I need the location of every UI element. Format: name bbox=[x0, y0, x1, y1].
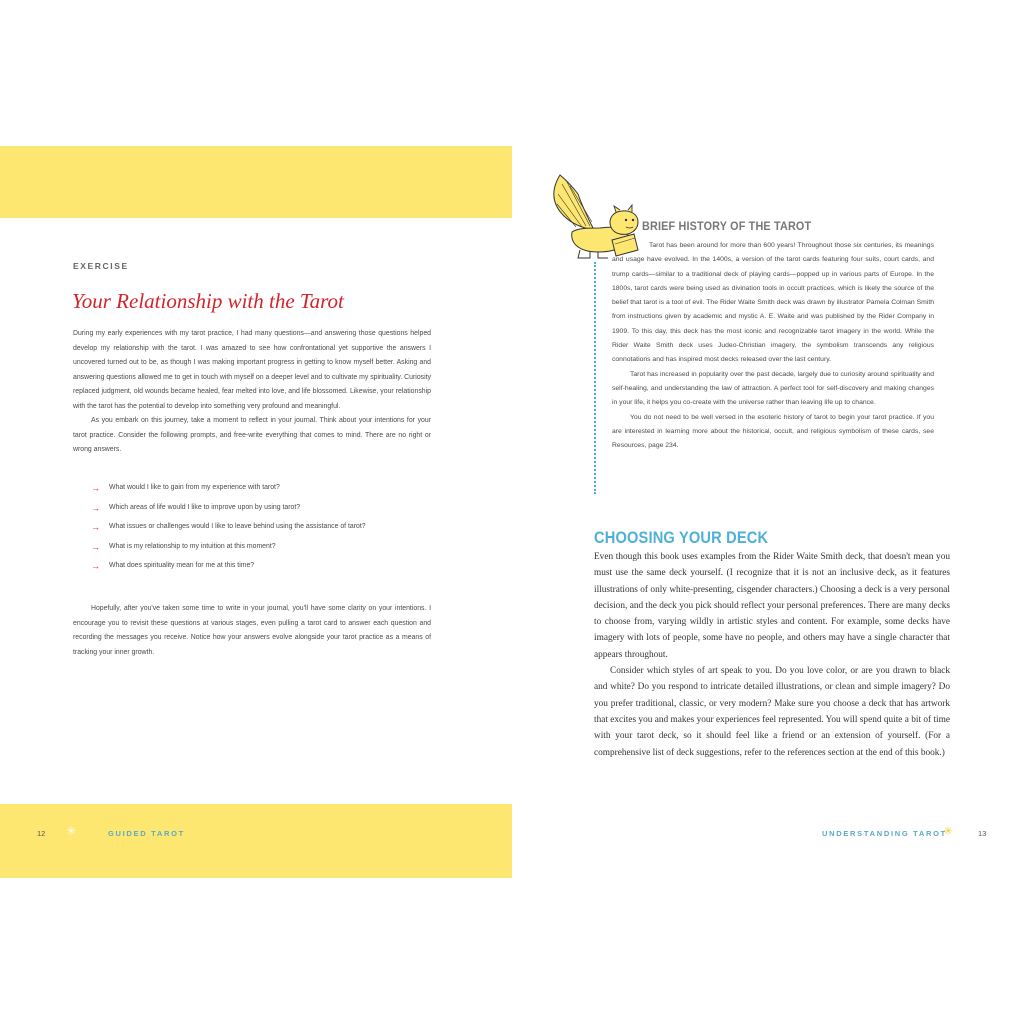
exercise-title: Your Relationship with the Tarot bbox=[72, 289, 344, 313]
history-sidebar bbox=[612, 239, 934, 453]
prompt-text: What is my relationship to my intuition at this moment? bbox=[109, 542, 276, 550]
prompt-item bbox=[91, 481, 421, 495]
prompt-text: What would I like to gain from my experience with tarot? bbox=[109, 484, 280, 491]
closing-paragraph: Hopefully, after you've taken some time to write in your journal, you'll have some clarity on your intentions. I encourage you to revisit these questions at various stages, even pulling a tarot card to answer each question and recording the messages you receive. Notice how your answers evolve alongside your tarot practice as a means of tracking your inner growth. bbox=[73, 605, 431, 656]
prompt-item bbox=[91, 520, 399, 534]
prompt-item bbox=[91, 540, 421, 554]
right-page bbox=[512, 0, 1024, 1024]
intro-paragraph: As you embark on this journey, take a moment to reflect in your journal. Think about your intentions for your tarot practice. Consider the following prompts, and free-write everything that comes to mind. There are no right or wrong answers. bbox=[73, 417, 431, 453]
history-paragraph: You do not need to be well versed in the esoteric history of tarot to begin your tarot practice. If you are interested in learning more about the historical, occult, and religious symbolism of these cards, see Resources, page 234. bbox=[612, 413, 934, 450]
intro-paragraph: During my early experiences with my tarot practice, I had many questions—and answering those questions helped develop my relationship with the tarot. I was amazed to see how confrontational yet supportive the answers I uncovered turned out to be, as though I was making important progress in getting to know myself better. Asking and answering questions allowed me to get in touch with myself on a deeper level and to cultivate my spirituality. Curiosity replaced judgment, old wounds became healed, fear melted into love, and life blossomed. Likewise, your relationship with the tarot has the potential to develop into something very profound and meaningful. bbox=[73, 330, 431, 410]
prompt-item bbox=[91, 501, 421, 515]
prompt-list bbox=[91, 481, 421, 579]
star-icon: ✳ bbox=[943, 824, 954, 838]
running-head-right: UNDERSTANDING TAROT bbox=[822, 829, 947, 838]
deck-paragraph: Even though this book uses examples from the Rider Waite Smith deck, that doesn't mean you must use the same deck yourself. (I recognize that it is not an inclusive deck, as it features illustrations of only white-presenting, cisgender characters.) Choosing a deck is a very personal decision, and the deck you pick should reflect your personal preferences. There are many decks to choose from, varying wildly in artistic styles and content. For example, some decks have imagery with lots of people, some have no people, and others may have a single character that appears throughout. bbox=[594, 552, 950, 660]
bottom-yellow-band bbox=[0, 804, 512, 878]
prompt-text: What issues or challenges would I like to leave behind using the assistance of tarot? bbox=[109, 523, 366, 530]
exercise-intro bbox=[73, 327, 431, 458]
exercise-label: EXERCISE bbox=[73, 261, 129, 271]
top-yellow-band bbox=[0, 146, 512, 218]
arrow-icon: → bbox=[91, 502, 100, 513]
prompt-text: Which areas of life would I like to improve upon by using tarot? bbox=[109, 503, 301, 511]
deck-section bbox=[594, 549, 950, 761]
deck-paragraph: Consider which styles of art speak to you. Do you love color, or are you drawn to black and white? Do you respond to intricate detailed illustrations, or clean and simple imagery? Do you prefer traditional, classic, or very modern? Make sure you choose a deck that has artwork that excites you and makes your experiences feel represented. You will spend quite a bit of time with your tarot deck, so it should feel like a friend or an extension of yourself. (For a comprehensive list of deck suggestions, refer to the references section at the end of this book.) bbox=[594, 666, 950, 758]
prompt-item bbox=[91, 559, 421, 573]
arrow-icon: → bbox=[91, 522, 100, 532]
arrow-icon: → bbox=[91, 541, 100, 552]
history-paragraph: Tarot has increased in popularity over the past decade, largely due to curiosity around spirituality and self-healing, and understanding the law of attraction. A perfect tool for self-discovery and making changes in your life, it helps you co-create with the universe rather than leaving life up to chance. bbox=[612, 370, 934, 407]
history-title: BRIEF HISTORY OF THE TAROT bbox=[642, 219, 812, 233]
arrow-icon: → bbox=[91, 561, 100, 571]
arrow-icon: → bbox=[91, 483, 100, 493]
prompt-text: What does spirituality mean for me at this time? bbox=[109, 562, 255, 569]
page-number-right: 13 bbox=[978, 829, 987, 838]
running-head-left: GUIDED TAROT bbox=[108, 829, 185, 838]
exercise-closing bbox=[73, 602, 431, 660]
deck-title: CHOOSING YOUR DECK bbox=[594, 528, 769, 547]
dotted-divider bbox=[594, 262, 596, 494]
history-paragraph: Tarot has been around for more than 600 years! Throughout those six centuries, its meanings and usage have evolved. In the 1400s, a version of the tarot cards featuring four suits, court cards, and trump cards—similar to a traditional deck of playing cards—popped up in various parts of Europe. In the 1800s, tarot cards were being used as divination tools in occult practices, which is likely the source of the belief that tarot is a tool of evil. The Rider Waite Smith deck was drawn by illustrator Pamela Colman Smith from instructions given by academic and mystic A. E. Waite and was published by the Rider Company in 1909. To this day, this deck has the most iconic and recognizable tarot imagery in the world. While the Rider Waite Smith deck uses Judeo-Christian imagery, the symbolism transcends any religious connotations and has inspired most decks released over the last century. bbox=[612, 242, 934, 364]
page-number-left: 12 bbox=[37, 829, 46, 838]
star-icon: ✳ bbox=[66, 824, 77, 838]
